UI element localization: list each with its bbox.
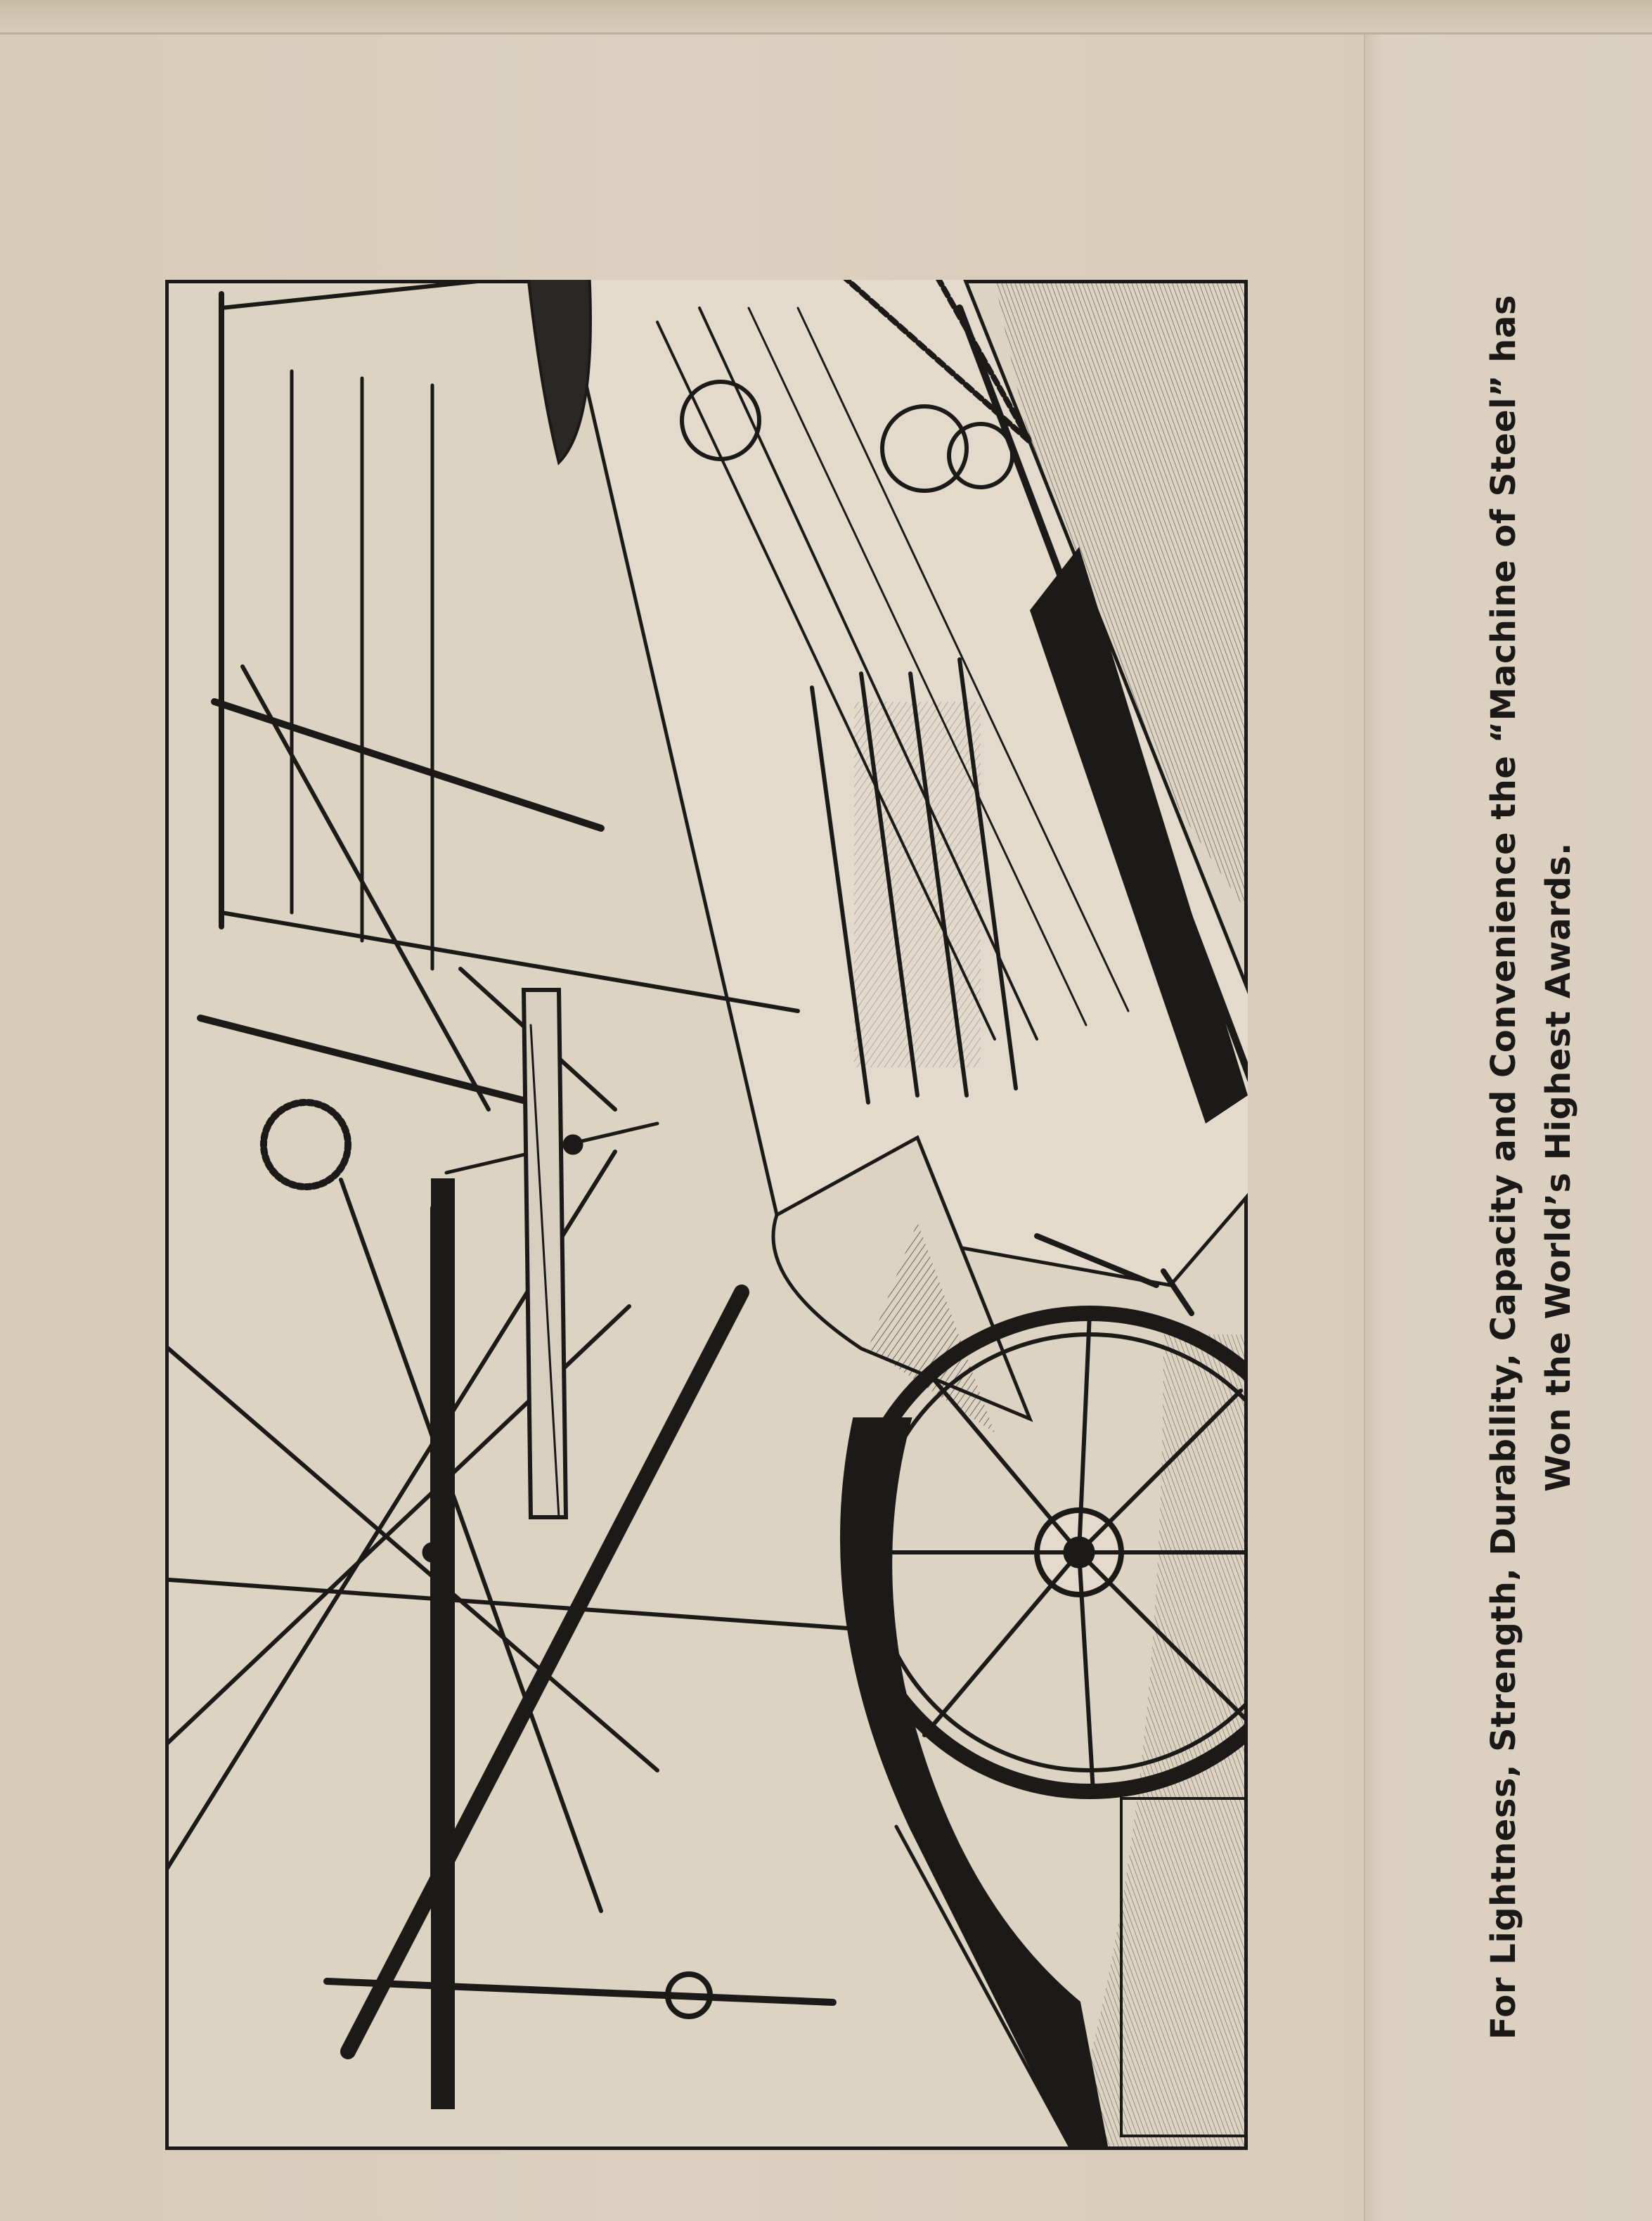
caption-line-2: Won the World’s Highest Awards. — [1539, 842, 1578, 1492]
torn-top-edge — [0, 0, 1652, 34]
advertisement-caption — [1476, 253, 1586, 2081]
caption-line-1: For Lightness, Strength, Durability, Capacity and Convenience the “Machine of Steel” has — [1484, 295, 1523, 2040]
harvester-engraving — [165, 280, 1248, 2150]
